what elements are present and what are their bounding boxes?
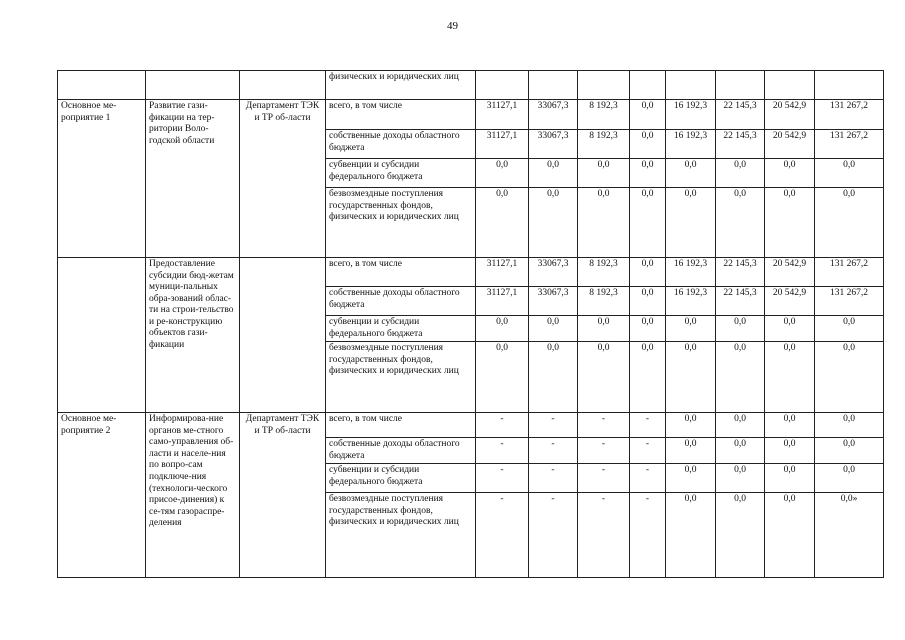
executor-cell <box>240 71 326 100</box>
value-cell: 0,0 <box>716 413 765 438</box>
value-cell: 16 192,3 <box>666 130 716 159</box>
value-cell: 0,0 <box>476 159 529 188</box>
value-cell: 0,0 <box>815 464 884 493</box>
value-cell: 0,0 <box>716 342 765 413</box>
value-cell: - <box>476 493 529 578</box>
measure-cell <box>58 71 146 100</box>
value-cell: 31127,1 <box>476 287 529 316</box>
value-cell: 0,0 <box>666 493 716 578</box>
value-cell <box>476 71 529 100</box>
source-cell: физических и юридических лиц <box>326 71 476 100</box>
value-cell: 22 145,3 <box>716 130 765 159</box>
source-cell: безвозмездные поступления государственных фондов, физических и юридических лиц <box>326 188 476 258</box>
value-cell: 0,0 <box>716 188 765 258</box>
source-cell: всего, в том числе <box>326 258 476 287</box>
source-cell: собственные доходы областного бюджета <box>326 130 476 159</box>
value-cell: 0,0 <box>765 464 815 493</box>
measure-cell: Основное ме-роприятие 2 <box>58 413 146 578</box>
value-cell: 22 145,3 <box>716 258 765 287</box>
executor-cell <box>240 258 326 413</box>
value-cell: - <box>529 438 578 464</box>
value-cell: 0,0 <box>630 316 666 342</box>
value-cell: - <box>630 493 666 578</box>
value-cell: - <box>578 413 630 438</box>
value-cell: 0,0 <box>630 287 666 316</box>
value-cell: 33067,3 <box>529 287 578 316</box>
source-cell: безвозмездные поступления государственных фондов, физических и юридических лиц <box>326 342 476 413</box>
source-cell: всего, в том числе <box>326 413 476 438</box>
value-cell: 8 192,3 <box>578 287 630 316</box>
value-cell: - <box>476 438 529 464</box>
value-cell: 0,0 <box>630 100 666 130</box>
value-cell: 20 542,9 <box>765 100 815 130</box>
description-cell <box>146 71 240 100</box>
value-cell: 33067,3 <box>529 258 578 287</box>
value-cell: 0,0 <box>630 342 666 413</box>
value-cell: 20 542,9 <box>765 130 815 159</box>
value-cell: 0,0 <box>815 188 884 258</box>
value-cell: 0,0 <box>666 159 716 188</box>
value-cell: 0,0 <box>476 188 529 258</box>
value-cell: 33067,3 <box>529 100 578 130</box>
table-row <box>58 258 884 287</box>
value-cell: 16 192,3 <box>666 100 716 130</box>
value-cell: 0,0 <box>716 159 765 188</box>
value-cell: 0,0 <box>666 188 716 258</box>
value-cell: 20 542,9 <box>765 258 815 287</box>
value-cell: 0,0 <box>578 159 630 188</box>
value-cell: 0,0 <box>765 438 815 464</box>
value-cell: 0,0 <box>716 464 765 493</box>
value-cell: 0,0 <box>815 342 884 413</box>
value-cell: 0,0 <box>630 188 666 258</box>
executor-cell: Департамент ТЭК и ТР об-ласти <box>240 413 326 578</box>
source-cell: собственные доходы областного бюджета <box>326 438 476 464</box>
value-cell: 0,0 <box>765 413 815 438</box>
value-cell: - <box>630 464 666 493</box>
value-cell: 0,0 <box>765 342 815 413</box>
description-cell: Развитие гази-фикации на тер-ритории Воло-годской области <box>146 100 240 258</box>
value-cell: 22 145,3 <box>716 100 765 130</box>
value-cell: - <box>476 413 529 438</box>
table-row <box>58 100 884 130</box>
value-cell: 0,0 <box>716 438 765 464</box>
value-cell: 16 192,3 <box>666 258 716 287</box>
value-cell: - <box>529 464 578 493</box>
value-cell: 0,0 <box>578 342 630 413</box>
value-cell: 0,0 <box>815 438 884 464</box>
value-cell: 0,0 <box>578 188 630 258</box>
budget-table <box>57 70 884 578</box>
value-cell: 0,0 <box>716 493 765 578</box>
value-cell <box>815 71 884 100</box>
value-cell: 0,0 <box>630 159 666 188</box>
value-cell <box>765 71 815 100</box>
value-cell: 31127,1 <box>476 258 529 287</box>
description-cell: Предоставление субсидии бюд-жетам муници-пальных обра-зований облас-ти на строи-тельство и ре-конструкцию объектов гази-фикации <box>146 258 240 413</box>
value-cell: - <box>529 413 578 438</box>
value-cell: 0,0 <box>765 159 815 188</box>
value-cell <box>716 71 765 100</box>
table-row <box>58 413 884 438</box>
source-cell: всего, в том числе <box>326 100 476 130</box>
value-cell <box>529 71 578 100</box>
value-cell: 0,0 <box>578 316 630 342</box>
value-cell: 0,0 <box>476 316 529 342</box>
value-cell <box>666 71 716 100</box>
value-cell: 33067,3 <box>529 130 578 159</box>
value-cell: 16 192,3 <box>666 287 716 316</box>
value-cell: - <box>476 464 529 493</box>
value-cell <box>578 71 630 100</box>
value-cell: 0,0 <box>529 188 578 258</box>
value-cell: 0,0 <box>476 342 529 413</box>
source-cell: субвенции и субсидии федерального бюджета <box>326 159 476 188</box>
value-cell: 8 192,3 <box>578 258 630 287</box>
value-cell: 0,0 <box>630 258 666 287</box>
description-cell: Информирова-ние органов ме-стного само-управления об-ласти и населе-ния по вопро-сам подключе-ния (технологи-ческого присое-динения) к се-тям газораспре-деления <box>146 413 240 578</box>
value-cell <box>630 71 666 100</box>
value-cell: 0,0 <box>716 316 765 342</box>
value-cell: 131 267,2 <box>815 287 884 316</box>
page-number: 49 <box>447 20 458 32</box>
value-cell: 0,0 <box>666 342 716 413</box>
value-cell: 0,0 <box>765 188 815 258</box>
value-cell: 0,0 <box>815 316 884 342</box>
value-cell: 0,0 <box>630 130 666 159</box>
value-cell: 131 267,2 <box>815 100 884 130</box>
value-cell: 0,0 <box>666 464 716 493</box>
value-cell: 31127,1 <box>476 100 529 130</box>
value-cell: 0,0 <box>529 159 578 188</box>
table-body <box>58 71 884 578</box>
source-cell: безвозмездные поступления государственных фондов, физических и юридических лиц <box>326 493 476 578</box>
value-cell: 131 267,2 <box>815 130 884 159</box>
value-cell: 0,0 <box>765 493 815 578</box>
measure-cell: Основное ме-роприятие 1 <box>58 100 146 258</box>
value-cell: 20 542,9 <box>765 287 815 316</box>
value-cell: - <box>578 438 630 464</box>
value-cell: - <box>578 493 630 578</box>
value-cell: - <box>630 438 666 464</box>
value-cell: - <box>578 464 630 493</box>
measure-cell <box>58 258 146 413</box>
source-cell: субвенции и субсидии федерального бюджета <box>326 464 476 493</box>
value-cell: 31127,1 <box>476 130 529 159</box>
value-cell: 22 145,3 <box>716 287 765 316</box>
value-cell: - <box>529 493 578 578</box>
executor-cell: Департамент ТЭК и ТР об-ласти <box>240 100 326 258</box>
value-cell: 0,0 <box>765 316 815 342</box>
value-cell: 0,0 <box>666 438 716 464</box>
source-cell: субвенции и субсидии федерального бюджета <box>326 316 476 342</box>
value-cell: 8 192,3 <box>578 130 630 159</box>
value-cell: - <box>630 413 666 438</box>
value-cell: 131 267,2 <box>815 258 884 287</box>
table-row-continuation <box>58 71 884 100</box>
value-cell: 0,0 <box>529 342 578 413</box>
value-cell: 0,0» <box>815 493 884 578</box>
value-cell: 0,0 <box>666 413 716 438</box>
value-cell: 0,0 <box>666 316 716 342</box>
value-cell: 0,0 <box>815 159 884 188</box>
source-cell: собственные доходы областного бюджета <box>326 287 476 316</box>
value-cell: 0,0 <box>529 316 578 342</box>
value-cell: 8 192,3 <box>578 100 630 130</box>
value-cell: 0,0 <box>815 413 884 438</box>
